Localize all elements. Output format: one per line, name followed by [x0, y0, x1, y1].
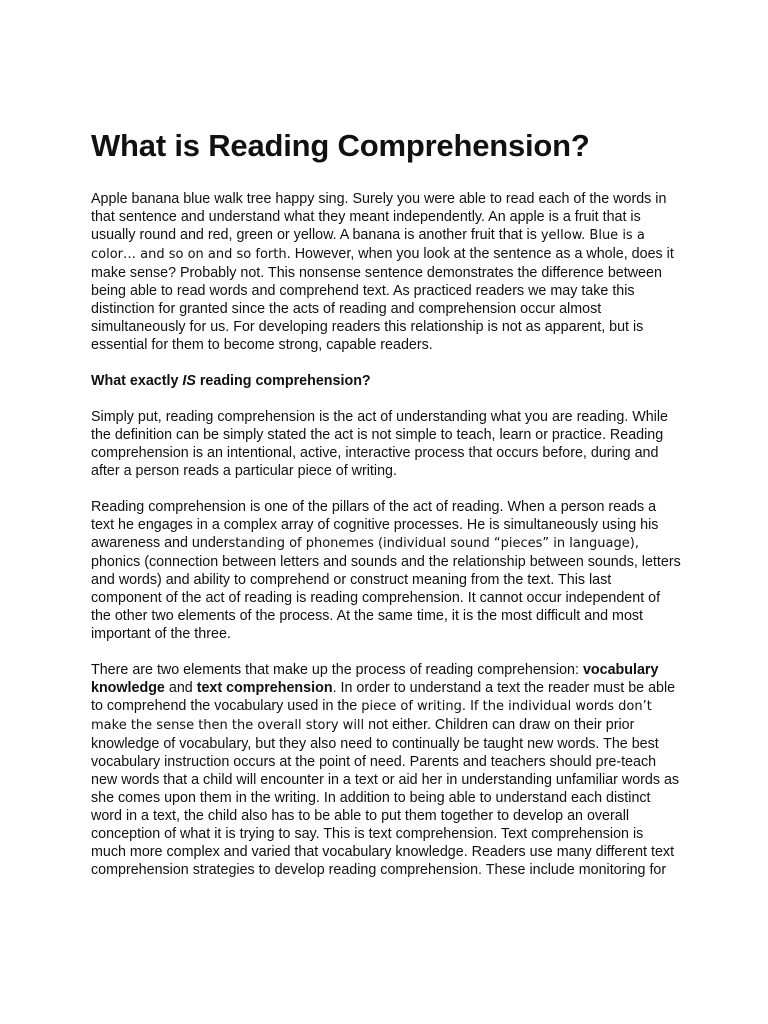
pillars-text-1: Reading comprehension is one of the pillars of the act of reading. When a person reads a text he engages in a complex array of cognitive processes. He is simultaneously using his awareness and under — [91, 499, 659, 551]
definition-paragraph: Simply put, reading comprehension is the act of understanding what you are reading. While the definition can be simply stated the act is not simple to teach, learn or practice. Reading comprehension is an intentional, active, interactive process that occurs before, during and after a person reads a particular piece of writing. — [91, 409, 668, 479]
elements-paragraph — [91, 661, 681, 879]
elements-text-1: There are two elements that make up the process of reading comprehension: — [91, 662, 583, 678]
subhead-post: reading comprehension? — [195, 373, 371, 389]
section-subheading — [91, 372, 681, 390]
elements-text-and: and — [164, 680, 197, 696]
pillars-paragraph — [91, 498, 681, 643]
document-page — [91, 128, 681, 897]
intro-text-2: yellow. Blue is a color… and so on and so forth. — [91, 228, 645, 262]
pillars-text-3: phonics (connection between letters and sounds and the relationship between sounds, letters and words) and ability to comprehend or construct meaning from the text. This last component of the act of reading is reading comprehension. It cannot occur independent of the other two elements of the process. At the same time, it is the most difficult and most important of the three. — [91, 554, 681, 642]
elements-text-4: not either. Children can draw on their prior knowledge of vocabulary, but they also need to continually be taught new words. The best vocabulary instruction occurs at the point of need. Parents and teachers should pre-teach new words that a child will encounter in a text or aid her in understanding unfamiliar words as she comes upon them in the writing. In addition to being able to understand each distinct word in a text, the child also has to be able to put them together to develop an overall conception of what it is trying to say. This is text comprehension. Text comprehension is much more complex and varied that vocabulary knowledge. Readers use many different text comprehension strategies to develop reading comprehension. These include monitoring for — [91, 717, 680, 878]
intro-text-1: Apple banana blue walk tree happy sing. Surely you were able to read each of the words in that sentence and understand what they meant independently. An apple is a fruit that is usually round and red, green or yellow. A banana is another fruit that is — [91, 191, 667, 243]
subhead-emphasis: IS — [182, 373, 196, 389]
elements-text-2: . In order to understand a text the reader must be able to comprehend the vocabulary used in the — [91, 680, 676, 714]
page-title: What is Reading Comprehension? — [91, 128, 590, 163]
intro-text-3: However, when you look at the sentence as a whole, does it make sense? Probably not. This nonsense sentence demonstrates the difference between being able to read words and comprehend text. As practiced readers we may take this distinction for granted since the acts of reading and comprehension occur almost simultaneously for us. For developing readers this relationship is not as apparent, but is essential for them to become strong, capable readers. — [91, 246, 674, 353]
subhead-pre: What exactly — [91, 373, 183, 389]
elements-text-3: piece of writing. If the individual words don’t make the sense then the overall story will — [91, 699, 652, 733]
text-comprehension-term: text comprehension — [196, 680, 333, 696]
pillars-text-2: standing of phonemes (individual sound “pieces” in language), — [228, 536, 639, 551]
vocabulary-knowledge-term: vocabulary knowledge — [91, 662, 659, 696]
intro-paragraph — [91, 190, 681, 354]
